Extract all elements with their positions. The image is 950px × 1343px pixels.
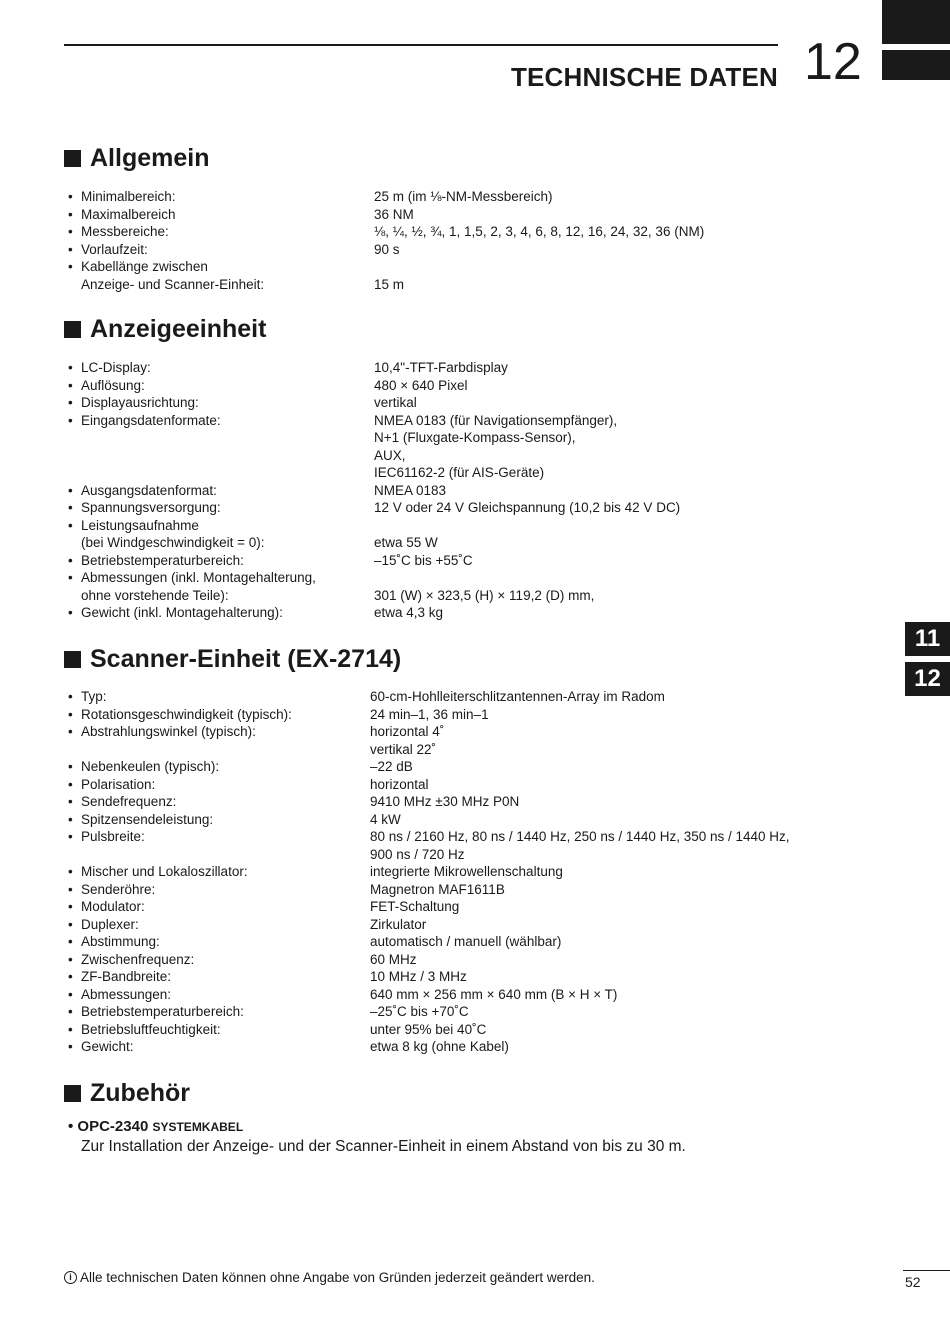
spec-label: Anzeige- und Scanner-Einheit:: [81, 276, 265, 292]
spec-label-cell: [68, 986, 370, 1004]
footnote-text: Alle technischen Daten können ohne Angabe von Gründen jederzeit geändert werden.: [80, 1270, 595, 1285]
spec-value: NMEA 0183 (für Navigationsempfänger),: [374, 412, 618, 428]
square-bullet-icon: [64, 1085, 81, 1102]
corner-block-top: [882, 0, 950, 44]
square-bullet-icon: [64, 321, 81, 338]
spec-label-cell: [68, 499, 374, 517]
spec-value: unter 95% bei 40˚C: [370, 1021, 487, 1037]
bullet: •: [68, 224, 73, 239]
spec-row: [68, 258, 848, 276]
bullet: •: [68, 916, 73, 932]
spec-row: [68, 706, 848, 724]
bullet: [68, 429, 81, 447]
section-title: Scanner-Einheit (EX-2714): [90, 645, 402, 673]
bullet: •: [68, 500, 73, 515]
spec-row: [68, 482, 848, 500]
spec-label: ohne vorstehende Teile):: [81, 587, 229, 603]
spec-label-cell: [68, 517, 374, 535]
spec-value: etwa 4,3 kg: [374, 605, 444, 620]
spec-value: Magnetron MAF1611B: [370, 881, 505, 897]
spec-label: Minimalbereich:: [81, 189, 176, 204]
bullet: [68, 741, 81, 759]
spec-value: –15˚C bis +55˚C: [374, 552, 473, 568]
spec-label: Senderöhre:: [81, 881, 156, 897]
spec-value: 301 (W) × 323,5 (H) × 119,2 (D) mm,: [374, 587, 595, 603]
bullet: [68, 846, 81, 864]
spec-row: [68, 188, 848, 206]
spec-label: Displayausrichtung:: [81, 395, 199, 410]
spec-label-cell: [68, 1021, 370, 1039]
square-bullet-icon: [64, 150, 81, 167]
spec-value: vertikal: [374, 395, 417, 410]
spec-label-cell: [68, 482, 374, 500]
spec-label: Polarisation:: [81, 776, 156, 792]
spec-label: Leistungsaufnahme: [81, 517, 199, 533]
spec-value: AUX,: [374, 447, 406, 463]
section-title: Allgemein: [90, 144, 210, 172]
spec-list-allgemein: [68, 188, 848, 293]
spec-value: IEC61162-2 (für AIS-Geräte): [374, 465, 545, 480]
page-number: 52: [905, 1274, 921, 1290]
bullet: •: [68, 724, 73, 739]
bullet: •: [68, 759, 73, 774]
spec-label-cell: [68, 811, 370, 829]
spec-label-cell: [68, 258, 374, 276]
spec-row: [68, 429, 848, 447]
spec-label-cell: [68, 604, 374, 622]
info-icon: i: [64, 1271, 77, 1284]
spec-row: [68, 1003, 848, 1021]
spec-value: 36 NM: [374, 206, 414, 222]
spec-row: [68, 793, 848, 811]
spec-value: [374, 569, 848, 587]
spec-label: Maximalbereich: [81, 206, 176, 222]
spec-row: [68, 723, 848, 741]
spec-label-cell: [68, 394, 374, 412]
spec-row: [68, 776, 848, 794]
spec-value: 10 MHz / 3 MHz: [370, 969, 467, 984]
spec-row: [68, 986, 848, 1004]
bullet: •: [68, 899, 73, 914]
spec-value: –22 dB: [370, 759, 413, 774]
spec-label: Betriebsluftfeuchtigkeit:: [81, 1021, 221, 1037]
bullet: •: [68, 689, 73, 704]
spec-value: 900 ns / 720 Hz: [370, 846, 465, 862]
spec-label-cell: [68, 206, 374, 224]
bullet: •: [68, 706, 73, 722]
bullet: •: [68, 206, 73, 222]
spec-label: Duplexer:: [81, 916, 139, 932]
spec-row: [68, 447, 848, 465]
spec-label-cell: [68, 587, 374, 605]
bullet: •: [68, 377, 73, 393]
spec-value: 15 m: [374, 276, 405, 292]
spec-label: Pulsbreite:: [81, 829, 145, 844]
spec-label: Betriebstemperaturbereich:: [81, 1004, 244, 1019]
section-heading-zubehoer: [64, 1079, 190, 1108]
spec-label-cell: [68, 552, 374, 570]
bullet: •: [68, 412, 73, 428]
spec-row: [68, 758, 848, 776]
spec-row: [68, 359, 848, 377]
bullet: •: [68, 951, 73, 967]
spec-label-cell: [68, 916, 370, 934]
accessory-type: SYSTEMKABEL: [152, 1120, 244, 1134]
spec-label-cell: [68, 951, 370, 969]
bullet: •: [68, 259, 73, 274]
spec-value: etwa 8 kg (ohne Kabel): [370, 1039, 509, 1054]
spec-label: Mischer und Lokaloszillator:: [81, 864, 248, 879]
spec-value: [374, 258, 848, 276]
spec-list-scanner: [68, 688, 848, 1056]
spec-row: [68, 499, 848, 517]
spec-label-cell: [68, 898, 370, 916]
spec-label-cell: [68, 569, 374, 587]
spec-row: [68, 552, 848, 570]
spec-label-cell: [68, 846, 370, 864]
spec-value: 10,4"-TFT-Farbdisplay: [374, 360, 508, 375]
spec-label: Gewicht:: [81, 1039, 134, 1054]
square-bullet-icon: [64, 651, 81, 668]
spec-value: NMEA 0183: [374, 482, 447, 498]
spec-label-cell: [68, 863, 370, 881]
spec-label-cell: [68, 377, 374, 395]
spec-value: vertikal 22˚: [370, 741, 437, 757]
spec-row: [68, 741, 848, 759]
spec-label: Kabellänge zwischen: [81, 259, 208, 274]
bullet: [68, 587, 81, 605]
spec-label: (bei Windgeschwindigkeit = 0):: [81, 535, 265, 550]
spec-label-cell: [68, 741, 370, 759]
spec-label: Modulator:: [81, 899, 145, 914]
spec-value: horizontal 4˚: [370, 724, 445, 739]
spec-label: Zwischenfrequenz:: [81, 951, 195, 967]
spec-label: Gewicht (inkl. Montagehalterung):: [81, 605, 283, 620]
page-number-rule: [903, 1270, 950, 1271]
spec-label: Typ:: [81, 689, 107, 704]
spec-row: [68, 916, 848, 934]
bullet: •: [68, 986, 73, 1002]
spec-value: 24 min–1, 36 min–1: [370, 706, 489, 722]
bullet: •: [68, 189, 73, 204]
chapter-number: 12: [804, 33, 862, 91]
bullet: •: [68, 811, 73, 827]
spec-label-cell: [68, 223, 374, 241]
side-tab-11[interactable]: 11: [905, 622, 950, 656]
footnote: [64, 1270, 595, 1285]
accessory-title: [68, 1117, 686, 1137]
bullet: [68, 464, 81, 482]
spec-value: [374, 517, 848, 535]
spec-row: [68, 534, 848, 552]
spec-row: [68, 811, 848, 829]
spec-row: [68, 377, 848, 395]
spec-label-cell: [68, 447, 374, 465]
spec-label: Auflösung:: [81, 377, 145, 393]
spec-label-cell: [68, 1038, 370, 1056]
spec-label-cell: [68, 758, 370, 776]
spec-value: automatisch / manuell (wählbar): [370, 934, 562, 949]
bullet: •: [68, 969, 73, 984]
side-tab-12[interactable]: 12: [905, 662, 950, 696]
spec-label-cell: [68, 534, 374, 552]
accessory-description: Zur Installation der Anzeige- und der Scanner-Einheit in einem Abstand von bis zu 30 m.: [81, 1138, 686, 1155]
section-heading-allgemein: [64, 144, 209, 173]
spec-label: Vorlaufzeit:: [81, 241, 148, 257]
spec-value: horizontal: [370, 776, 429, 792]
spec-row: [68, 587, 848, 605]
chapter-title: TECHNISCHE DATEN: [510, 62, 778, 92]
spec-label: Abmessungen (inkl. Montagehalterung,: [81, 570, 316, 585]
section-heading-anzeigeeinheit: [64, 315, 266, 344]
spec-value: integrierte Mikrowellenschaltung: [370, 864, 563, 879]
spec-row: [68, 517, 848, 535]
bullet: •: [68, 570, 73, 585]
spec-value: 60 MHz: [370, 951, 417, 967]
spec-label: Messbereiche:: [81, 224, 169, 239]
bullet: •: [68, 829, 73, 844]
bullet: •: [68, 1118, 78, 1135]
spec-row: [68, 569, 848, 587]
bullet: •: [68, 1004, 73, 1019]
spec-list-anzeigeeinheit: [68, 359, 848, 622]
spec-label: Abstimmung:: [81, 934, 160, 949]
spec-label-cell: [68, 188, 374, 206]
spec-value: 9410 MHz ±30 MHz P0N: [370, 794, 520, 809]
spec-label-cell: [68, 723, 370, 741]
bullet: •: [68, 794, 73, 809]
spec-label: Spitzensendeleistung:: [81, 811, 214, 827]
section-title: Zubehör: [90, 1079, 190, 1107]
spec-row: [68, 688, 848, 706]
spec-row: [68, 951, 848, 969]
spec-label: Sendefrequenz:: [81, 794, 177, 809]
header-rule: [64, 44, 778, 46]
spec-row: [68, 1021, 848, 1039]
bullet: •: [68, 241, 73, 257]
spec-label-cell: [68, 464, 374, 482]
bullet: •: [68, 552, 73, 568]
spec-row: [68, 863, 848, 881]
spec-value: 80 ns / 2160 Hz, 80 ns / 1440 Hz, 250 ns / 1440 Hz, 350 ns / 1440 Hz,: [370, 829, 790, 844]
spec-value: N+1 (Fluxgate-Kompass-Sensor),: [374, 430, 576, 445]
bullet: •: [68, 776, 73, 792]
spec-label-cell: [68, 828, 370, 846]
bullet: •: [68, 360, 73, 375]
bullet: •: [68, 517, 73, 533]
section-title: Anzeigeeinheit: [90, 315, 267, 343]
spec-value: 90 s: [374, 241, 400, 257]
spec-row: [68, 604, 848, 622]
bullet: •: [68, 605, 73, 620]
corner-block-bottom: [882, 50, 950, 80]
spec-label-cell: [68, 241, 374, 259]
spec-label-cell: [68, 881, 370, 899]
bullet: •: [68, 482, 73, 498]
spec-label-cell: [68, 933, 370, 951]
bullet: •: [68, 1039, 73, 1054]
spec-row: [68, 968, 848, 986]
spec-row: [68, 276, 848, 294]
spec-row: [68, 933, 848, 951]
spec-row: [68, 241, 848, 259]
spec-row: [68, 206, 848, 224]
bullet: •: [68, 1021, 73, 1037]
spec-label-cell: [68, 688, 370, 706]
spec-value: 4 kW: [370, 811, 401, 827]
spec-value: 480 × 640 Pixel: [374, 377, 468, 393]
spec-row: [68, 881, 848, 899]
spec-label-cell: [68, 776, 370, 794]
spec-label: Betriebstemperaturbereich:: [81, 552, 244, 568]
spec-label: Ausgangsdatenformat:: [81, 482, 217, 498]
spec-label: Abstrahlungswinkel (typisch):: [81, 724, 256, 739]
spec-label-cell: [68, 793, 370, 811]
spec-value: ⅛, ¼, ½, ¾, 1, 1,5, 2, 3, 4, 6, 8, 12, 16, 24, 32, 36 (NM): [374, 224, 705, 239]
section-heading-scanner: [64, 645, 401, 674]
accessory-item: [68, 1117, 686, 1157]
bullet: [68, 534, 81, 552]
accessory-code: OPC-2340: [77, 1118, 149, 1135]
bullet: •: [68, 395, 73, 410]
spec-label: Rotationsgeschwindigkeit (typisch):: [81, 706, 292, 722]
spec-label: Eingangsdatenformate:: [81, 412, 221, 428]
spec-row: [68, 828, 848, 846]
spec-label: Spannungsversorgung:: [81, 500, 221, 515]
bullet: [68, 447, 81, 465]
spec-row: [68, 898, 848, 916]
bullet: [68, 276, 81, 294]
spec-value: –25˚C bis +70˚C: [370, 1004, 469, 1019]
spec-value: 25 m (im ⅛-NM-Messbereich): [374, 189, 553, 204]
bullet: •: [68, 881, 73, 897]
spec-label: Nebenkeulen (typisch):: [81, 759, 220, 774]
spec-label-cell: [68, 1003, 370, 1021]
spec-row: [68, 412, 848, 430]
bullet: •: [68, 934, 73, 949]
spec-label-cell: [68, 359, 374, 377]
spec-label: Abmessungen:: [81, 986, 172, 1002]
spec-label-cell: [68, 968, 370, 986]
spec-value: 640 mm × 256 mm × 640 mm (B × H × T): [370, 986, 618, 1002]
spec-value: FET-Schaltung: [370, 899, 460, 914]
spec-value: Zirkulator: [370, 916, 427, 932]
spec-label: ZF-Bandbreite:: [81, 969, 172, 984]
spec-row: [68, 223, 848, 241]
spec-label-cell: [68, 706, 370, 724]
bullet: •: [68, 864, 73, 879]
spec-row: [68, 464, 848, 482]
spec-label-cell: [68, 429, 374, 447]
spec-label-cell: [68, 412, 374, 430]
spec-value: etwa 55 W: [374, 535, 438, 550]
spec-row: [68, 394, 848, 412]
spec-row: [68, 846, 848, 864]
spec-label: LC-Display:: [81, 360, 151, 375]
spec-value: 60-cm-Hohlleiterschlitzantennen-Array im Radom: [370, 689, 665, 704]
spec-label-cell: [68, 276, 374, 294]
spec-row: [68, 1038, 848, 1056]
spec-value: 12 V oder 24 V Gleichspannung (10,2 bis 42 V DC): [374, 500, 681, 515]
